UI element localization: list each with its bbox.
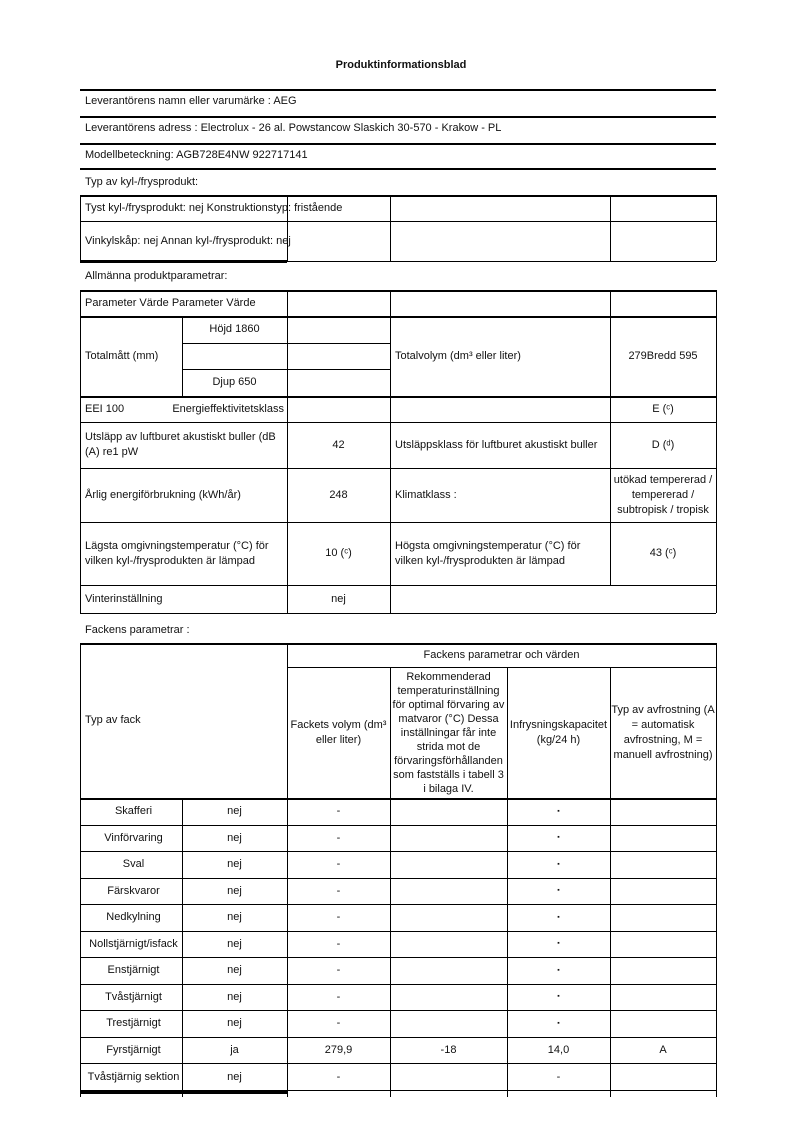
- table-border: [80, 798, 716, 800]
- energy-class-label: Energieffektivitetsklass: [172, 402, 284, 415]
- grid-line-h: [80, 1010, 716, 1011]
- noise-class-value: D (ᵈ): [651, 438, 675, 451]
- grid-line-v: [182, 316, 183, 396]
- compartment-defrost: [610, 851, 716, 878]
- compartment-volume: -: [336, 937, 341, 950]
- grid-line-h: [80, 984, 716, 985]
- compartment-defrost: [610, 931, 716, 958]
- compartment-temp: [390, 957, 507, 984]
- param-header: Parameter Värde Parameter Värde: [85, 296, 256, 309]
- divider: [80, 143, 716, 145]
- compartment-freezing: ▪: [557, 887, 560, 895]
- compartment-status: nej: [227, 964, 242, 977]
- compartment-temp: [390, 798, 507, 825]
- table-row: [80, 851, 716, 878]
- table-border: [80, 613, 716, 614]
- compartment-label: Vinförvaring: [104, 831, 163, 844]
- compartment-label: Trestjärnigt: [106, 1017, 161, 1030]
- grid-line-v: [610, 195, 611, 261]
- compartment-volume: 279,9: [324, 1043, 353, 1056]
- grid-line-v: [716, 290, 717, 613]
- col-header-compartment-type: Typ av fack: [85, 714, 141, 726]
- grid-line-h: [182, 369, 390, 370]
- table-row: [80, 931, 716, 958]
- compartment-section-heading: Fackens parametrar :: [85, 624, 190, 636]
- compartment-volume: -: [336, 990, 341, 1003]
- compartment-freezing: ▪: [557, 940, 560, 948]
- winter-setting-label: Vinterinställning: [85, 592, 163, 605]
- compartment-temp: [390, 878, 507, 905]
- col-header-defrost-type: Typ av avfrostning (A = automatisk avfrostning, M = manuell avfrostning): [611, 703, 715, 761]
- noise-emission-value: 42: [332, 438, 345, 451]
- compartment-status: nej: [227, 858, 242, 871]
- compartment-defrost: [610, 1010, 716, 1037]
- general-section-heading: Allmänna produktparametrar:: [85, 270, 228, 282]
- min-ambient-temp-label: Lägsta omgivningstemperatur (°C) för vilken kyl-/frysprodukten är lämpad: [85, 539, 269, 567]
- compartment-volume: -: [336, 1070, 341, 1083]
- compartment-volume: -: [336, 1017, 341, 1030]
- compartment-temp: [390, 825, 507, 852]
- compartment-label: Tvåstjärnig sektion: [87, 1070, 180, 1083]
- quiet-construction-row: Tyst kyl-/frysprodukt: nej Konstruktionstyp: fristående: [85, 201, 343, 214]
- compartment-volume: -: [336, 884, 341, 897]
- grid-line-v: [80, 643, 81, 1097]
- grid-line-h: [80, 468, 716, 469]
- compartment-status: nej: [227, 937, 242, 950]
- supplier-name-row: Leverantörens namn eller varumärke : AEG: [85, 95, 297, 107]
- compartment-freezing: ▪: [557, 807, 560, 815]
- table-border: [80, 195, 716, 197]
- compartment-label: Sval: [122, 858, 145, 871]
- compartment-freezing: ▪: [557, 860, 560, 868]
- noise-class-label: Utsläppsklass för luftburet akustiskt buller: [395, 438, 598, 451]
- compartment-temp: -18: [440, 1043, 457, 1056]
- grid-line-v: [287, 195, 288, 261]
- grid-line-h: [80, 851, 716, 852]
- grid-line-v: [507, 667, 508, 1097]
- grid-line-v: [80, 290, 81, 613]
- table-row: [80, 1064, 716, 1091]
- compartment-freezing: ▪: [557, 993, 560, 1001]
- grid-line-v: [610, 290, 611, 585]
- table-row: [80, 878, 716, 905]
- grid-line-h: [80, 957, 716, 958]
- grid-line-v: [390, 195, 391, 261]
- table-border-thick: [80, 1091, 287, 1094]
- energy-class-value: E (ᶜ): [652, 402, 674, 415]
- grid-line-v: [287, 643, 288, 1097]
- grid-line-h: [80, 1037, 716, 1038]
- table-row: [80, 984, 716, 1011]
- compartment-freezing: ▪: [557, 834, 560, 842]
- grid-line-v: [610, 667, 611, 1097]
- min-ambient-temp-value: 10 (ᶜ): [325, 547, 352, 559]
- type-section-heading: Typ av kyl-/frysprodukt:: [85, 176, 199, 188]
- compartment-defrost: [610, 984, 716, 1011]
- total-dimensions-label: Totalmått (mm): [85, 349, 159, 362]
- max-ambient-temp-label: Högsta omgivningstemperatur (°C) för vilken kyl-/frysprodukten är lämpad: [395, 539, 581, 567]
- col-header-freezing-capacity: Infrysningskapacitet (kg/24 h): [509, 718, 608, 746]
- divider: [80, 168, 716, 170]
- compartment-status: nej: [227, 990, 242, 1003]
- table-border-thick: [80, 260, 287, 263]
- compartment-label: Nedkylning: [106, 911, 161, 924]
- compartment-freezing: -: [556, 1070, 561, 1083]
- compartment-status: nej: [227, 911, 242, 924]
- grid-line-h: [80, 904, 716, 905]
- compartment-freezing: ▪: [557, 913, 560, 921]
- grid-line-h: [80, 878, 716, 879]
- table-row: [80, 1010, 716, 1037]
- grid-line-v: [716, 643, 717, 1097]
- noise-emission-label: Utsläpp av luftburet akustiskt buller (dB (A) re1 pW: [85, 431, 276, 458]
- table-row: [80, 1037, 716, 1064]
- compartment-status: ja: [230, 1043, 239, 1056]
- compartment-volume: -: [336, 964, 341, 977]
- compartment-status: nej: [227, 1017, 242, 1030]
- table-border: [80, 316, 716, 318]
- grid-line-v: [390, 667, 391, 1097]
- total-volume-value: 279Bredd 595: [628, 349, 698, 362]
- col-header-temp-setting: Rekommenderad temperaturinställning för optimal förvaring av matvaror (°C) Dessa inställningar får inte strida mot de förvaringsförhållanden som fastställs i tabell 3 i bilaga IV.: [392, 670, 505, 795]
- table-border: [80, 221, 716, 222]
- compartment-temp: [390, 904, 507, 931]
- compartment-defrost: [610, 904, 716, 931]
- compartment-volume: -: [336, 911, 341, 924]
- eei-label: EEI 100: [85, 402, 125, 415]
- compartment-label: Enstjärnigt: [107, 964, 160, 977]
- compartment-label: Nollstjärnigt/isfack: [89, 937, 178, 950]
- table-border: [80, 396, 716, 398]
- compartment-volume: -: [336, 805, 341, 818]
- compartment-temp: [390, 931, 507, 958]
- grid-line-v: [716, 195, 717, 261]
- grid-line-h: [80, 522, 716, 523]
- compartment-freezing: ▪: [557, 966, 560, 974]
- compartment-label: Tvåstjärnigt: [105, 990, 162, 1003]
- table-row: [80, 904, 716, 931]
- grid-line-h: [80, 825, 716, 826]
- table-row: [80, 798, 716, 825]
- table-row: [80, 825, 716, 852]
- compartment-defrost: A: [659, 1043, 667, 1056]
- compartment-defrost: [610, 798, 716, 825]
- compartment-table-header: Fackens parametrar och värden: [423, 648, 580, 661]
- supplier-address-row: Leverantörens adress : Electrolux - 26 al. Powstancow Slaskich 30-570 - Krakow - PL: [85, 122, 502, 134]
- compartment-defrost: [610, 878, 716, 905]
- model-designation-row: Modellbeteckning: AGB728E4NW 922717141: [85, 149, 308, 161]
- total-volume-label: Totalvolym (dm³ eller liter): [395, 349, 521, 362]
- depth-value: Djup 650: [212, 376, 257, 388]
- compartment-label: Skafferi: [114, 805, 153, 818]
- page-title: Produktinformationsblad: [335, 59, 467, 71]
- grid-line-v: [287, 290, 288, 613]
- compartment-temp: [390, 1064, 507, 1091]
- compartment-label: Fyrstjärnigt: [106, 1043, 161, 1056]
- climate-class-value: utökad tempererad / tempererad / subtropisk / tropisk: [613, 473, 713, 516]
- annual-energy-value: 248: [329, 488, 348, 501]
- compartment-status: nej: [227, 831, 242, 844]
- grid-line-h: [182, 343, 390, 344]
- compartment-temp: [390, 984, 507, 1011]
- compartment-status: nej: [227, 1070, 242, 1083]
- wine-other-row: Vinkylskåp: nej Annan kyl-/frysprodukt: nej: [85, 234, 291, 247]
- grid-line-h: [287, 667, 716, 668]
- compartment-freezing: ▪: [557, 1019, 560, 1027]
- compartment-label: Färskvaror: [107, 884, 160, 897]
- col-header-volume: Fackets volym (dm³ eller liter): [290, 718, 387, 746]
- winter-setting-value: nej: [331, 592, 346, 605]
- compartment-status: nej: [227, 884, 242, 897]
- compartment-volume: -: [336, 858, 341, 871]
- divider: [80, 116, 716, 118]
- grid-line-h: [80, 931, 716, 932]
- grid-line-h: [80, 1063, 716, 1064]
- grid-line-v: [390, 290, 391, 613]
- compartment-volume: -: [336, 831, 341, 844]
- divider: [80, 89, 716, 91]
- grid-line-h: [80, 585, 716, 586]
- compartment-freezing: 14,0: [547, 1043, 570, 1056]
- annual-energy-label: Årlig energiförbrukning (kWh/år): [85, 488, 241, 501]
- compartment-temp: [390, 851, 507, 878]
- table-border: [80, 643, 716, 645]
- compartment-defrost: [610, 1064, 716, 1091]
- climate-class-label: Klimatklass :: [395, 488, 457, 501]
- height-value: Höjd 1860: [209, 323, 260, 335]
- compartment-defrost: [610, 825, 716, 852]
- compartment-status: nej: [227, 805, 242, 818]
- table-row: [80, 957, 716, 984]
- grid-line-v: [182, 798, 183, 1097]
- grid-line-h: [80, 422, 716, 423]
- compartment-defrost: [610, 957, 716, 984]
- compartment-temp: [390, 1010, 507, 1037]
- table-border: [80, 290, 716, 292]
- grid-line-v: [80, 195, 81, 261]
- max-ambient-temp-value: 43 (ᶜ): [649, 547, 677, 559]
